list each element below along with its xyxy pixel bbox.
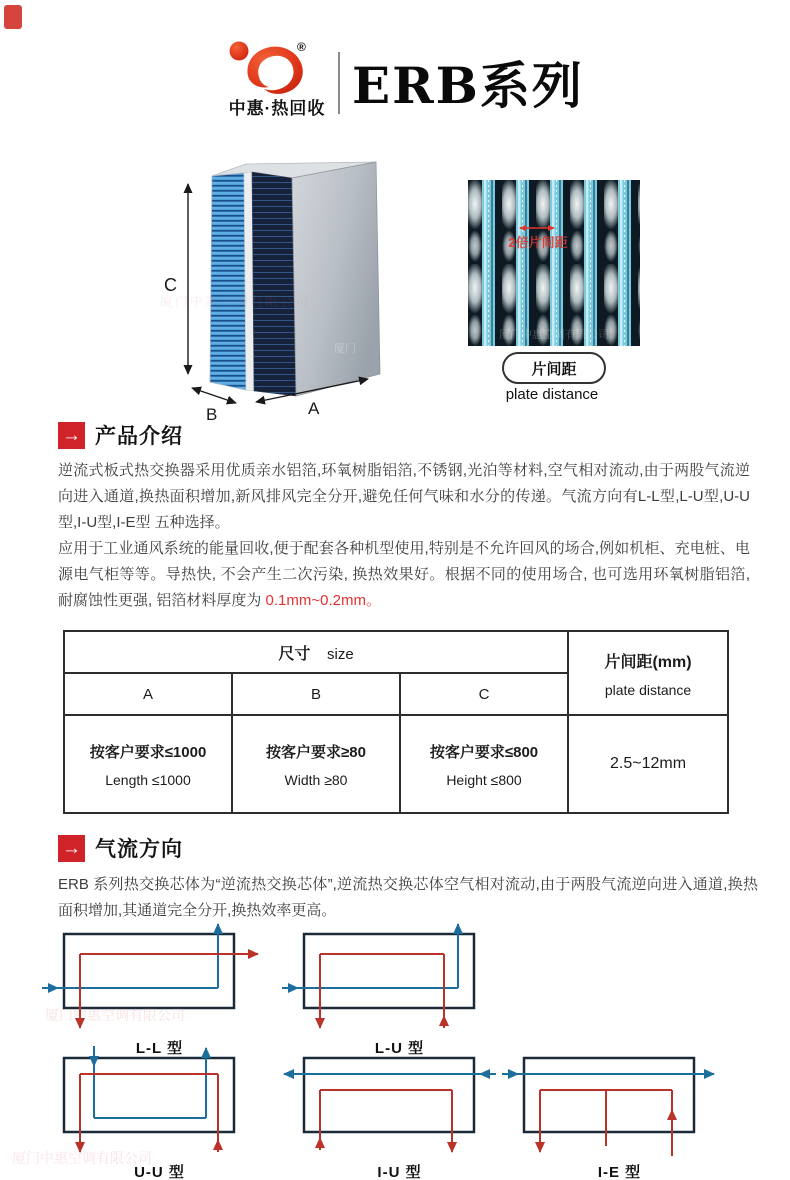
dimension-label-b: B: [206, 405, 218, 422]
cell-width: [232, 715, 400, 813]
dimension-label-c: C: [164, 275, 177, 295]
intro-paragraph-2-highlight: 0.1mm~0.2mm。: [265, 592, 381, 609]
intro-paragraph-1: 逆流式板式热交换器采用优质亲水铝箔,环氧树脂铝箔,不锈钢,光泊等材料,空气相对流动,由于两股气流逆向进入通道,换热面积增加,新风排风完全分开,避免任何气味和水分的传递。气流方向有L-L型,L-U型,U-U型,I-U型,I-E型 五种选择。: [58, 462, 750, 531]
cell-height-en: Height ≤800: [446, 771, 522, 788]
diagram-l-u: [282, 922, 517, 1058]
header-divider: [338, 52, 340, 114]
diagram-label-ll: L-L 型: [135, 1040, 184, 1057]
section-airflow-title: 气流方向: [95, 836, 183, 861]
col-header-a: A: [64, 673, 232, 715]
arrow-right-icon: →: [58, 835, 85, 862]
section-intro-header: [58, 420, 183, 450]
intro-paragraph-2: [58, 536, 750, 614]
cell-length-en: Length ≤1000: [105, 771, 191, 788]
diagram-label-ie: I-E 型: [597, 1164, 642, 1180]
section-intro-title: 产品介绍: [95, 423, 183, 448]
brand-logo-icon: [222, 36, 322, 94]
closeup-annotation: 2倍片间距: [508, 235, 568, 250]
diagram-label-uu: U-U 型: [134, 1164, 185, 1180]
diagram-label-iu: I-U 型: [377, 1164, 422, 1180]
cell-height: [400, 715, 568, 813]
diagram-l-l: [42, 922, 277, 1058]
cell-plate-distance: 2.5~12mm: [568, 715, 728, 813]
plate-distance-caption: plate distance: [505, 386, 599, 403]
photo-watermark-2: 厦门: [334, 343, 356, 355]
spec-table: [63, 630, 729, 814]
airflow-paragraph: ERB 系列热交换芯体为“逆流热交换芯体”,逆流热交换芯体空气相对流动,由于两股气流逆向进入通道,换热面积增加,其通道完全分开,换热效率更高。: [58, 876, 758, 919]
col-header-c: C: [400, 673, 568, 715]
dimension-label-a: A: [308, 399, 320, 418]
diagram-i-e: [502, 1046, 737, 1180]
table-size-header: [64, 631, 568, 673]
cell-height-cn: 按客户要求≤800: [429, 743, 539, 761]
cell-width-cn: 按客户要求≥80: [266, 743, 366, 761]
plate-header-en: plate distance: [604, 681, 692, 698]
col-header-b: B: [232, 673, 400, 715]
table-plate-header: [568, 631, 728, 715]
cell-length-cn: 按客户要求≤1000: [89, 743, 207, 761]
cell-width-en: Width ≥80: [284, 771, 348, 788]
intro-paragraph-2-text: 应用于工业通风系统的能量回收,便于配套各种机型使用,特别是不允许回风的场合,例如机柜、充电桩、电源电气柜等等。导热快, 不会产生二次污染, 换热效果好。根据不同的使用场合, 也可选用环氧树脂铝箔, 耐腐蚀性更强, 铝箔材料厚度为: [58, 540, 750, 609]
page-watermark: 厦门中惠空调有限公司: [45, 1007, 185, 1023]
photo-watermark: 厦门中惠空调有限公司: [160, 294, 311, 309]
arrow-right-icon: →: [58, 422, 85, 449]
diagram-label-lu: L-U 型: [374, 1040, 425, 1057]
registered-trademark: ®: [297, 40, 306, 54]
diagram-u-u: [42, 1046, 277, 1180]
brand-name: 中惠·热回收: [228, 99, 326, 118]
diagram-i-u: [282, 1046, 517, 1180]
plate-distance-pill: 片间距: [502, 352, 606, 384]
plate-header-cn: 片间距(mm): [604, 653, 692, 671]
cell-length: [64, 715, 232, 813]
product-3d-image: [150, 150, 440, 422]
section-airflow-header: [58, 833, 183, 863]
plate-closeup-photo: [468, 180, 640, 346]
page-title: ERB系列: [352, 56, 584, 115]
corner-watermark-fragment: [4, 5, 22, 29]
size-header-en: size: [327, 645, 354, 663]
size-header-cn: 尺寸: [278, 645, 311, 663]
closeup-watermark: 厦门中惠空调有限公司: [499, 329, 609, 341]
page-watermark: 厦门中惠空调有限公司: [12, 1150, 152, 1166]
